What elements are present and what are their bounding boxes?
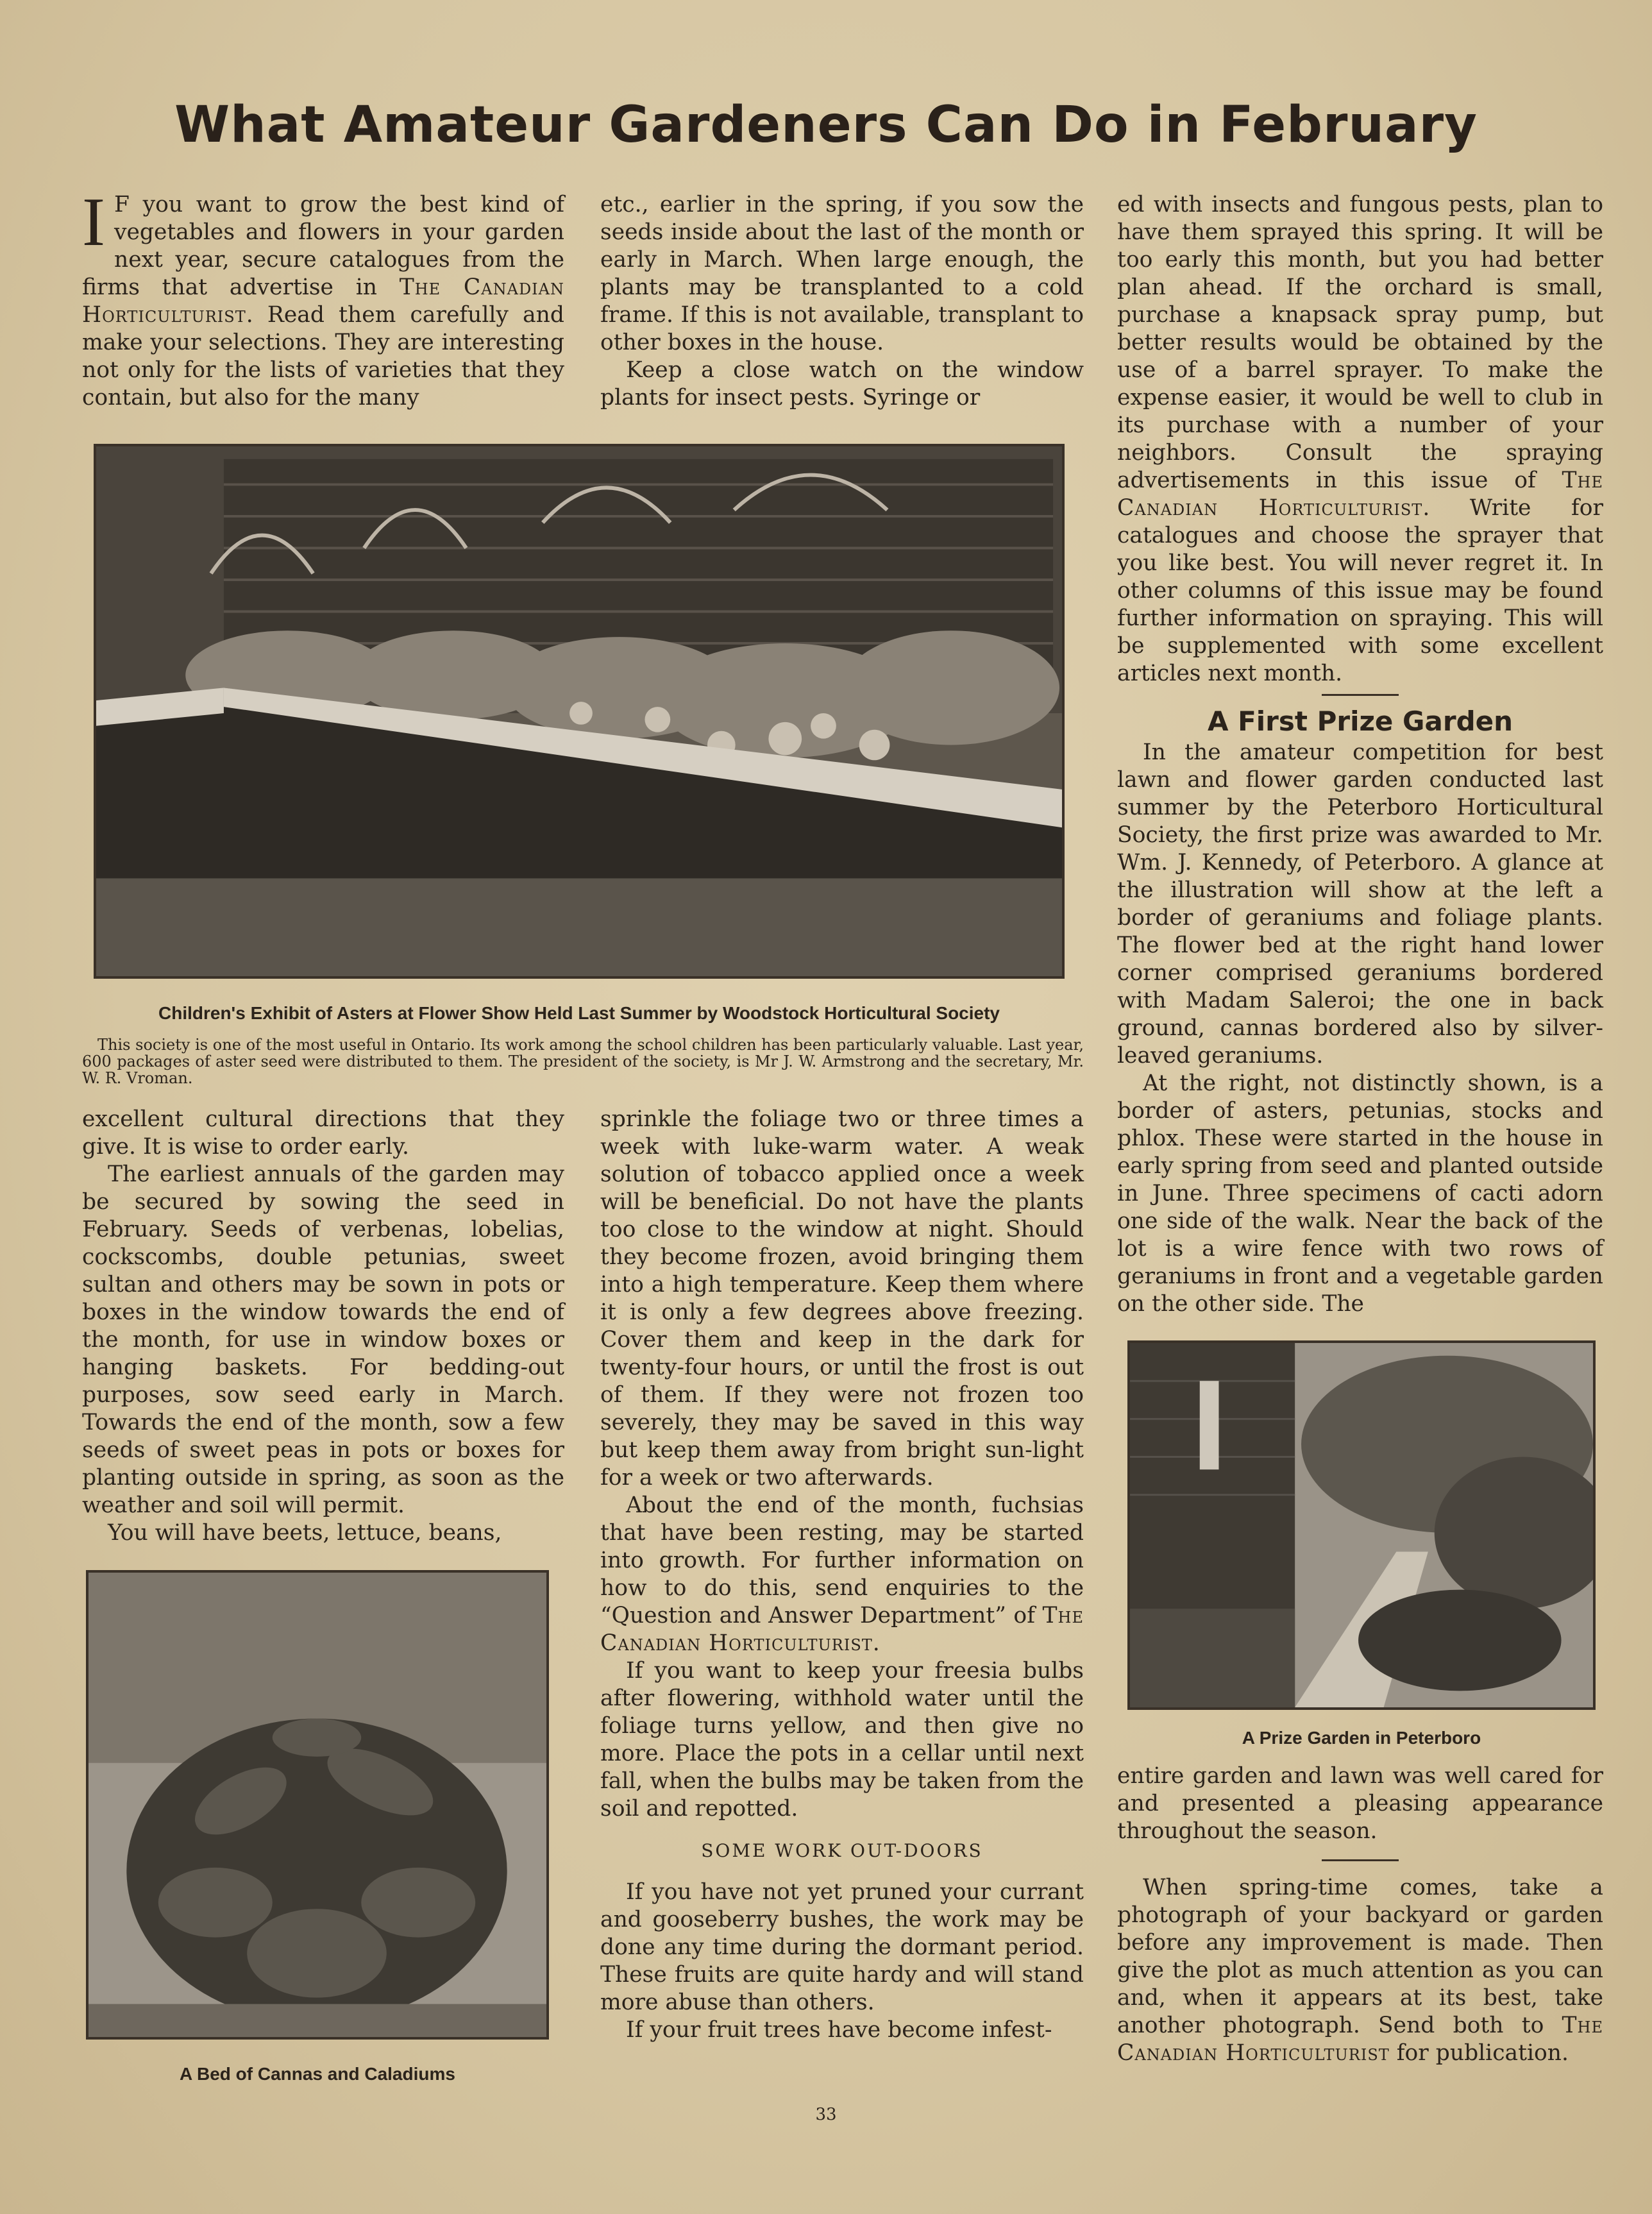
paragraph: If you have not yet pruned your currant and gooseberry bushes, the work may be done any time during the dormant period. These fruits are quite hardy and will stand more abuse than others. [600, 1879, 1084, 2015]
paragraph: In the amateur competition for best lawn and flower garden conducted last summer by the Peterboro Horticultural Society, the first prize was awarded to Mr. Wm. J. Kennedy, of Peterboro. A glance at the illustration will show at the left a border of geraniums and foliage plants. The flower bed at the right hand lower corner comprised geraniums bordered with Madam Saleroi; the one in back ground, cannas bordered also by silver-leaved geraniums. [1117, 739, 1603, 1069]
section-heading: A First Prize Garden [1207, 706, 1513, 737]
publication-name: The Canadian Horticulturist [600, 1603, 1084, 1656]
drop-cap: I [82, 184, 105, 260]
paragraph: About the end of the month, fuchsias that have been resting, may be started into growth. For further information on how to do this, send enquiries to the “Question and Answer Department” of The Canadian Horticulturist. [600, 1492, 1084, 1656]
paragraph: If you want to keep your freesia bulbs after flowering, withhold water until the foliage turns yellow, and then give no more. Place the pots in a cellar until next fall, when the bulbs may be taken from the soil and repotted. [600, 1658, 1084, 1821]
paragraph: ed with insects and fungous pests, plan to have them sprayed this spring. It will be too early this month, but you had better plan ahead. If the orchard is small, purchase a knapsack spray pump, but better results would be obtained by the use of a barrel sprayer. To make the expense easier, it would be well to club in its purchase with a number of your neighbors. Consult the spraying advertisements in this issue of The Canadian Horticulturist. Write for catalogues and choose the sprayer that you like best. You will never regret it. In other columns of this issue may be found further information on spraying. This will be supplemented with some excellent articles next month. [1117, 192, 1603, 686]
prize-garden-photo [1127, 1340, 1596, 1710]
publication-name: The Canadian Horticulturist [1117, 468, 1603, 521]
asters-photo-caption-title: Children's Exhibit of Asters at Flower Show Held Last Summer by Woodstock Horticultural Society [158, 1003, 1000, 1023]
asters-exhibit-photo [94, 444, 1065, 979]
cannas-image [88, 1573, 546, 2037]
paragraph: etc., earlier in the spring, if you sow the seeds inside about the last of the month or early in March. When large enough, the plants may be transplanted to a cold frame. If this is not available, transplant to other boxes in the house. [600, 192, 1084, 355]
paragraph: At the right, not distinctly shown, is a border of asters, petunias, stocks and phlox. These were started in the house in early spring from seed and planted outside in June. Three specimens of cacti adorn one side of the walk. Near the back of the lot is a wire fence with two rows of geraniums in front and a vegetable garden on the other side. The [1117, 1070, 1603, 1317]
paragraph: When spring-time comes, take a photograph of your backyard or garden before any improvement is made. Then give the plot as much attention as you can and, when it appears at its best, take another photograph. Send both to The Canadian Horticulturist for publication. [1117, 1875, 1603, 2066]
column-2-top [600, 191, 1084, 412]
publication-name: The Canadian Horticulturist [82, 275, 564, 328]
column-2-middle [600, 1106, 1084, 2044]
divider [1322, 694, 1399, 696]
paragraph: entire garden and lawn was well cared for and presented a pleasing appearance throughout the season. [1117, 1763, 1603, 1844]
column-1-middle [82, 1106, 564, 1547]
cannas-photo-caption: A Bed of Cannas and Caladiums [180, 2064, 455, 2084]
paragraph: Keep a close watch on the window plants for insect pests. Syringe or [600, 357, 1084, 410]
paragraph: The earliest annuals of the garden may be secured by sowing the seed in February. Seeds of verbenas, lobelias, cockscombs, double petunias, sweet sultan and others may be sown in pots or boxes in the window towards the end of the month, for use in window boxes or hanging baskets. For bedding-out purposes, sow seed early in March. Towards the end of the month, sow a few seeds of sweet peas in pots or boxes for planting outside in spring, as soon as the weather and soil will permit. [82, 1162, 564, 1518]
paragraph: You will have beets, lettuce, beans, [108, 1520, 502, 1546]
asters-exhibit-image [96, 446, 1062, 976]
publication-name: The Canadian Horticulturist [1117, 2013, 1603, 2066]
prize-garden-image [1130, 1343, 1593, 1707]
paragraph: If your fruit trees have become infest- [626, 2017, 1052, 2043]
prize-garden-photo-caption: A Prize Garden in Peterboro [1242, 1728, 1481, 1748]
column-3-lower [1117, 1762, 1603, 2067]
column-3 [1117, 191, 1603, 1318]
paragraph: sprinkle the foliage two or three times a week with luke-warm water. A weak solution of tobacco applied once a week will be beneficial. Do not have the plants too close to the window at night. Should they become frozen, avoid bringing them into a high temperature. Keep them where it is only a few degrees above freezing. Cover them and keep in the dark for twenty-four hours, or until the frost is out of them. If they were not frozen too severely, they may be saved in this way but keep them away from bright sun-light for a week or two afterwards. [600, 1106, 1084, 1491]
section-heading-outdoors: SOME WORK OUT-DOORS [701, 1840, 983, 1861]
paragraph: excellent cultural directions that they give. It is wise to order early. [82, 1106, 564, 1160]
headline: What Amateur Gardeners Can Do in February [174, 96, 1478, 154]
cannas-photo [86, 1570, 549, 2040]
divider [1322, 1859, 1399, 1861]
column-1-top [82, 184, 564, 412]
page-number: 33 [815, 2105, 837, 2124]
asters-photo-caption-body: This society is one of the most useful in Ontario. Its work among the school children has been particularly valuable. Last year, 600 packages of aster seed were distributed to them. The president of the society, is Mr J. W. Armstrong and the secretary, Mr. W. R. Vroman. [82, 1036, 1084, 1087]
intro-paragraph: I F you want to grow the best kind of vegetables and flowers in your garden next year, secure catalogues from the firms that advertise in The Canadian Horticulturist. Read them carefully and make your selections. They are interesting not only for the lists of varieties that they contain, but also for the many [82, 184, 564, 410]
